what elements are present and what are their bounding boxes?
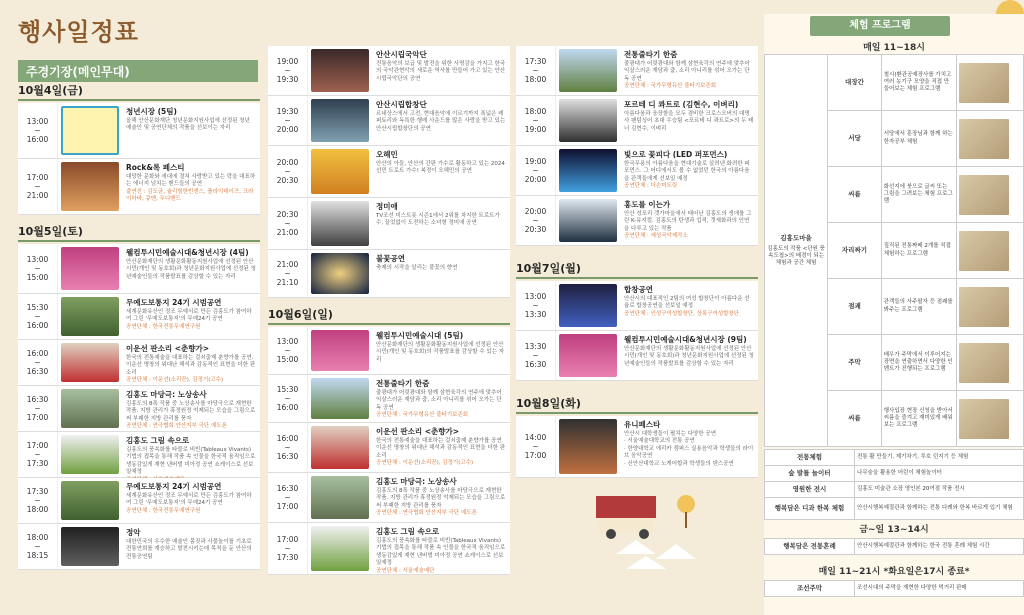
event-photo: [559, 284, 617, 327]
event-photo: [61, 297, 119, 336]
day-header: 10월5일(토): [18, 223, 260, 242]
event-photo: [311, 201, 369, 246]
event-row: 13:00 ~ 15:00 웰컴투시민예술시대&청년시장 (4팀) 안산문화재단의 생활문화활동지원사업에 선정된 안산시민(개인 및 동호회)과 청년문화지원사업에 선정된 청년예술인들의 작품발표를 감상할 수 있는 자리: [18, 244, 260, 294]
table-row: 씨름 화선지에 붓으로 글씨 또는 그림을 그려보는 체험 프로그램: [765, 167, 1024, 223]
event-photo: [559, 149, 617, 192]
event-row: 21:00 ~ 21:10 불꽃공연 축제의 시작을 알리는 불꽃의 향연: [268, 250, 510, 298]
event-row: 16:30 ~ 17:00 김홍도 마당극: 노상송사 김홍도의 8폭 작품 중 노상송사를 마당극으로 재현한 작품. 지방 관리가 휴정원정 억제되는 모습을 그림으로써 부패한 지방 관리를 풍자 공연단체 : 연극협회 안산지부 극단 예도폰: [268, 473, 510, 523]
experience-table: [764, 54, 1024, 447]
table-row: 조선주막 조선시대의 주막을 재현한 다양한 먹거리 판매: [765, 581, 1024, 597]
artwork-image: [959, 287, 1009, 327]
experience-time-tavern: 매일 11~21시 *화요일은17시 종료*: [818, 567, 970, 577]
event-row: 17:30 ~ 18:00 무예도보통지 24기 시범공연 세계문화유산인 정조 무예서로 만든 김홍도가 참여하여 그린 '무예도보통지'의 무예24기 공연 공연단체 : 한국전통무예연구원: [18, 478, 260, 524]
event-photo: [61, 389, 119, 428]
table-row: 자리짜기 짚직된 전통짜배 2개를 직접 체험하는 프로그램: [765, 223, 1024, 279]
event-photo: [311, 99, 369, 142]
experience-time-daily: 매일 11~18시: [863, 43, 925, 53]
event-row: 19:30 ~ 20:00 안산시립합창단 르네상스에서 고전, 현대음악에 이르기까지 폭넓은 레퍼토리와 독특한 행레 사운드를 많은 사랑을 받고 있는 안산시립합창단의 공연: [268, 96, 510, 146]
schedule-column-1: [18, 82, 260, 570]
day-header: 10월7일(월): [516, 260, 758, 279]
extra-table: [764, 449, 1024, 520]
tavern-table: [764, 580, 1024, 597]
event-photo: [559, 199, 617, 242]
event-photo: [61, 106, 119, 155]
event-photo: [311, 49, 369, 92]
event-photo: [61, 247, 119, 290]
event-photo: [311, 149, 369, 194]
artwork-image: [959, 175, 1009, 215]
event-photo: [559, 419, 617, 474]
event-photo: [311, 526, 369, 571]
artwork-image: [959, 63, 1009, 103]
event-photo: [559, 99, 617, 142]
event-row: 13:00 ~ 13:30 합창공연 안산시의 대표적인 2팀의 여성 합창단이 아름다운 선율로 합창공연을 선보일 예정 공연단체 : 인성구여성합창단, 상록구여성합창단: [516, 281, 758, 331]
event-photo: [311, 426, 369, 469]
event-row: 20:00 ~ 20:30 오해민 안산의 아들, 안산의 간판 가수로 활동하고 있는 2024 선민 트로트 가수! 복정이 오해민의 공연: [268, 146, 510, 198]
schedule-column-2: [268, 46, 510, 575]
event-photo: [61, 481, 119, 520]
artwork-image: [959, 119, 1009, 159]
experience-time-weekend: 금~일 13~14시: [859, 525, 929, 535]
event-row: 14:00 ~ 17:00 유니페스타 안산시 대학생들이 펼치는 다양한 공연 · 서울예술대학교의 전통 공연 · 한양대학교 에리카 캠퍼스 실용음악과 학생들의 라이브 음악공연 · 신안산대학교 노케어합과 학생들의 댄스공연: [516, 416, 758, 478]
event-row: 17:00 ~ 17:30 김홍도 그림 속으로 김홍도의 풍속화를 타블로 비빈(Tableaux Vivants) 기법의 접목을 통해 작품 속 인물을 한국적 움직임으로 생동감있게 재현 낸버벌 미아정 공연 쇼케이스로 선보일예정 공연단체 : 서울예술예단: [268, 523, 510, 575]
event-row: 15:30 ~ 16:00 전통줄타기 한줌 줄광대가 어릿광대와 함께 삼현육각의 연주에 맞추어 익살스러운 재담과 춤, 소리 아니리를 섞어 오가는 단독 공연 공연단체 : 국가무형유산 줄타기보존회: [268, 375, 510, 423]
group-cell: 김홍도마을 김홍도의 작품 <단원 풍속도첩>의 배경이 되는 체험과 공간 체험: [765, 55, 828, 447]
event-row: 20:00 ~ 20:30 홍도를 이는가 안산 성포리 갯가마을에서 태어난 김홍도의 생애를 그린 K-뮤지컬. 김홍도의 탄생과 업적, 갯새화과의 인연을 다루고 있는 작품 공연단체 : 예성국악제작소: [516, 196, 758, 246]
venue-subtitle: 주경기장(메인무대): [18, 60, 258, 82]
event-photo: [61, 435, 119, 474]
table-row: 행복담은 전통혼례 안산시행복예절관과 함께하는 한국 전통 혼례 체험 시간: [765, 539, 1024, 555]
event-photo: [311, 378, 369, 419]
table-row: 씨름 행사입장 현장 신청을 받아서 씨름을 즐겨고 재미있게 배워보는 프로그램: [765, 391, 1024, 447]
event-photo: [559, 334, 617, 377]
event-photo: [311, 253, 369, 294]
event-photo: [61, 162, 119, 211]
day-header: 10월6일(일): [268, 306, 510, 325]
event-row: 15:30 ~ 16:00 무예도보통지 24기 시범공연 세계문화유산인 정조 무예서로 만든 김홍도가 참여하여 그린 '무예도보통지'의 무예24기 공연 공연단체 : 한국전통무예연구원: [18, 294, 260, 340]
event-row: 20:30 ~ 21:00 정미애 TV조선 미스트롯 시즌1에서 2위를 차지한 트로트가수, 끌었없이 도전하는 소녀형 정미애 공연: [268, 198, 510, 250]
table-row: 점괘 관객들의 사주팔자 등 점괘를 봐주는 프로그램: [765, 279, 1024, 335]
event-photo: [61, 527, 119, 566]
artwork-image: [959, 231, 1009, 271]
event-photo: [311, 330, 369, 371]
event-row: 18:00 ~ 19:00 포르테 디 콰트로 (김현수, 이벼리) 아름다움과 웅장함을 모두 겸비한 크로스오버의 대명사 팬텀싱어 초대 우승팀 <포르테 디 콰트로>의 두 테너 김현수, 이벼리: [516, 96, 758, 146]
wedding-table: [764, 538, 1024, 555]
event-row: 17:30 ~ 18:00 전통줄타기 한줌 줄광대가 어릿광대와 함께 삼현육각의 연주에 맞추어 익살스러운 재담과 춤, 소리 아니리를 섞어 오가는 단독 공연 공연단체 : 국가무형유산 줄타기보존회: [516, 46, 758, 96]
table-row: 영원한 전시 김홍도 미술관 소장 영인본 20여점 작품 전시: [765, 482, 1024, 498]
event-photo: [61, 343, 119, 382]
event-photo: [559, 49, 617, 92]
experience-header: 체험 프로그램: [810, 16, 950, 36]
event-row: 13:00 ~ 16:00 청년시장 (5팀) 올해 안산문화재단 청년문화지원사업에 선정된 청년 예술인 및 공연단체의 작품을 선보이는 자리: [18, 103, 260, 159]
page-title: 행사일정표: [18, 17, 139, 46]
event-row: 16:00 ~ 16:30 이운선 판소리 <춘향가> 한국의 전통예술을 대표하는 걸쇠춤제 춘향가를 공연. 이운선 명창의 위대난 해석과 감동적인 표현을 더한 판소리 공연단체 : 이운선(소리꾼), 김정기(고수): [18, 340, 260, 386]
event-row: 19:00 ~ 20:00 빛으로 꽃피다 (LED 퍼포먼스) 한국무용의 아름다움을 현대기술로 살려낸 화려한 퍼포먼스. 그 어디에서도 볼 수 없었던 한국의 아름다움을 관객들에게 선보일 예정 공연단체 : 더손미트릿: [516, 146, 758, 196]
artwork-image: [959, 399, 1009, 439]
event-row: 16:00 ~ 16:30 이운선 판소리 <춘향가> 한국의 전통예술을 대표하는 걸쇠춤제 춘향가를 공연. 이운선 명창의 위대난 해석과 감동적인 표현을 더한 판소리 공연단체 : 이운선(소리꾼), 김정기(고수): [268, 423, 510, 473]
event-row: 17:00 ~ 17:30 김홍도 그림 속으로 김홍도의 풍속화를 타블로 비빈(Tableaux Vivants) 기법의 접목을 통해 작품 속 인물을 한국적 움직임으로 생동감있게 재현 낸버벌 미아정 공연 쇼케이스로 선보일예정: [18, 432, 260, 478]
table-row: 행복담은 디과 한복 체험 안산시행복예절관과 함께하는 전통 다례와 한복 바르게 입기 체험: [765, 498, 1024, 520]
event-row: 19:00 ~ 19:30 안산시립국악단 전통음악의 보급 및 발전을 위한 사명감을 가지고 한국의 국악관현악의 새로운 역사를 만들어 가고 있는 안산시립국악단의 공연: [268, 46, 510, 96]
event-row: 16:30 ~ 17:00 김홍도 마당극: 노상송사 김홍도의 8폭 작품 중 노상송사를 마당극으로 재현한 작품. 지방 관리가 휴정원정 억제되는 모습을 그림으로써 부패한 지방 관리를 풍자 공연단체 : 연극협회 안산지부 극단 예도폰: [18, 386, 260, 432]
event-photo: [311, 476, 369, 519]
table-row: 김홍도마을 김홍도의 작품 <단원 풍속도첩>의 배경이 되는 체험과 공간 체험 대장간 철시(환관공예장사를 가치고 여러 농기구 모양을 직접 만들어보는 체험 프로그램: [765, 55, 1024, 111]
table-row: 숲 발틀 놀이터 나무숲을 활용한 어린이 체험놀이터: [765, 466, 1024, 482]
schedule-column-3: [516, 46, 758, 598]
table-row: 전통체험 전통 활 만들기, 제기차기, 투호 던지기 등 체험: [765, 450, 1024, 466]
event-row: 13:00 ~ 15:00 웰컴투시민예술시대 (5팀) 안산문화재단의 생활문화활동지원사업에 선정된 안산시민(개인 및 동호회)의 작품발표를 감상할 수 있는 자리: [268, 327, 510, 375]
event-row: 13:30 ~ 16:30 웰컴투시민예술시대&청년시장 (9팀) 안산문화재단의 생활문화활동지원사업에 선정된 안산시민(개인 및 동호회)과 청년문화지원사업에 선정된 청년예술인들의 작품발표를 감상할 수 있는 자리: [516, 331, 758, 381]
table-row: 서당 서당에서 훈장님과 함께 하는 한자공부 체험: [765, 111, 1024, 167]
day-header: 10월4일(금): [18, 82, 260, 101]
day-header: 10월8일(화): [516, 395, 758, 414]
event-row: 17:00 ~ 21:00 Rock&록 페스티 대망한 문화와 세대에 결쳐 사랑받고 있는 락을 대표하는 에너지 넘치는 밴드들의 공연 출연진 : 김도균, 슐리힘한빈센스, 플라이데이즈, 크라이하바, 큐맨, 무디밴드: [18, 159, 260, 215]
event-row: 18:00 ~ 18:15 정악 대한민국의 우수한 예술인 몸짓과 사물놀이를 기초로 전통연희를 계승하고 발전시키는데 목적을 둔 안산의 전통공연팀: [18, 524, 260, 570]
festival-illustration: [556, 484, 746, 594]
artwork-image: [959, 343, 1009, 383]
table-row: 주막 배우가 주막에서 이루어지는 장면을 연출하면서 다양한 인벤트가 진행되는 프로그램: [765, 335, 1024, 391]
